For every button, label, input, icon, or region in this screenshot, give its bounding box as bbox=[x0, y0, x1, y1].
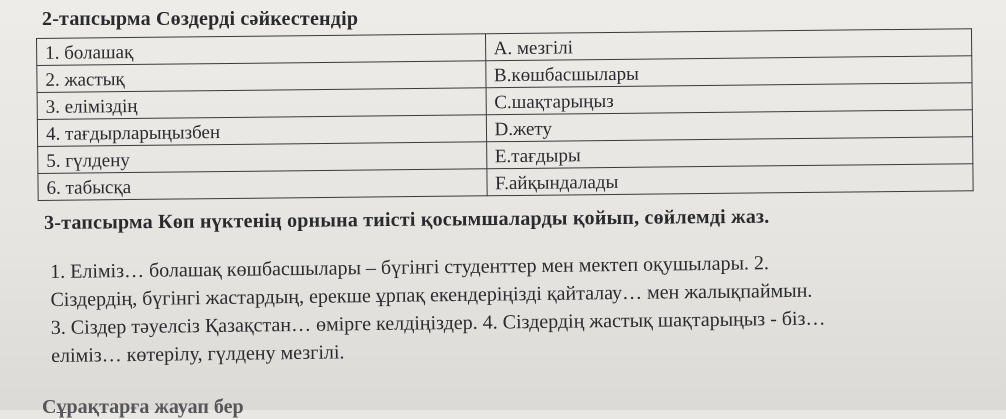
task3-title: 3-тапсырма Көп нүктенің орнына тиісті қосымшаларды қойып, сөйлемді жаз. bbox=[44, 205, 770, 234]
left-word-cell: 5. гүлдену bbox=[38, 142, 487, 174]
paragraph-line: еліміз… көтерілу, гүлдену мезгілі. bbox=[51, 341, 345, 367]
right-word-cell: В.көшбасшылары bbox=[485, 56, 972, 88]
task2-title: 2-тапсырма Сөздерді сәйкестендір bbox=[42, 8, 359, 30]
paragraph-line: 3. Сіздер тәуелсіз Қазақстан… өмірге келдіңіздер. 4. Сіздердің жастық шақтарыңыз - біз… bbox=[50, 307, 826, 339]
cutoff-heading: Сұрақтарға жауап бер bbox=[42, 396, 244, 418]
right-word-cell: D.жету bbox=[486, 110, 973, 142]
paragraph-line: 1. Еліміз… болашақ көшбасшылары – бүгінгі студенттер мен мектеп оқушылары. 2. bbox=[50, 252, 770, 283]
left-word-cell: 1. болашақ bbox=[37, 34, 486, 66]
matching-table bbox=[36, 28, 974, 201]
right-word-cell: F.айқындалады bbox=[486, 164, 973, 196]
left-word-cell: 3. еліміздің bbox=[37, 88, 486, 120]
right-word-cell: Е.тағдыры bbox=[486, 137, 973, 169]
left-word-cell: 4. тағдырларыңызбен bbox=[37, 115, 486, 147]
right-word-cell: А. мезгілі bbox=[485, 29, 972, 61]
left-word-cell: 2. жастық bbox=[37, 61, 486, 93]
right-word-cell: С.шақтарыңыз bbox=[486, 83, 973, 115]
task3-paragraph bbox=[50, 247, 981, 370]
left-word-cell: 6. табысқа bbox=[38, 169, 487, 201]
paragraph-line: Сіздердің, бүгінгі жастардың, ерекше ұрпақ екендеріңізді қайталау… мен жалықпаймын. bbox=[50, 279, 813, 311]
